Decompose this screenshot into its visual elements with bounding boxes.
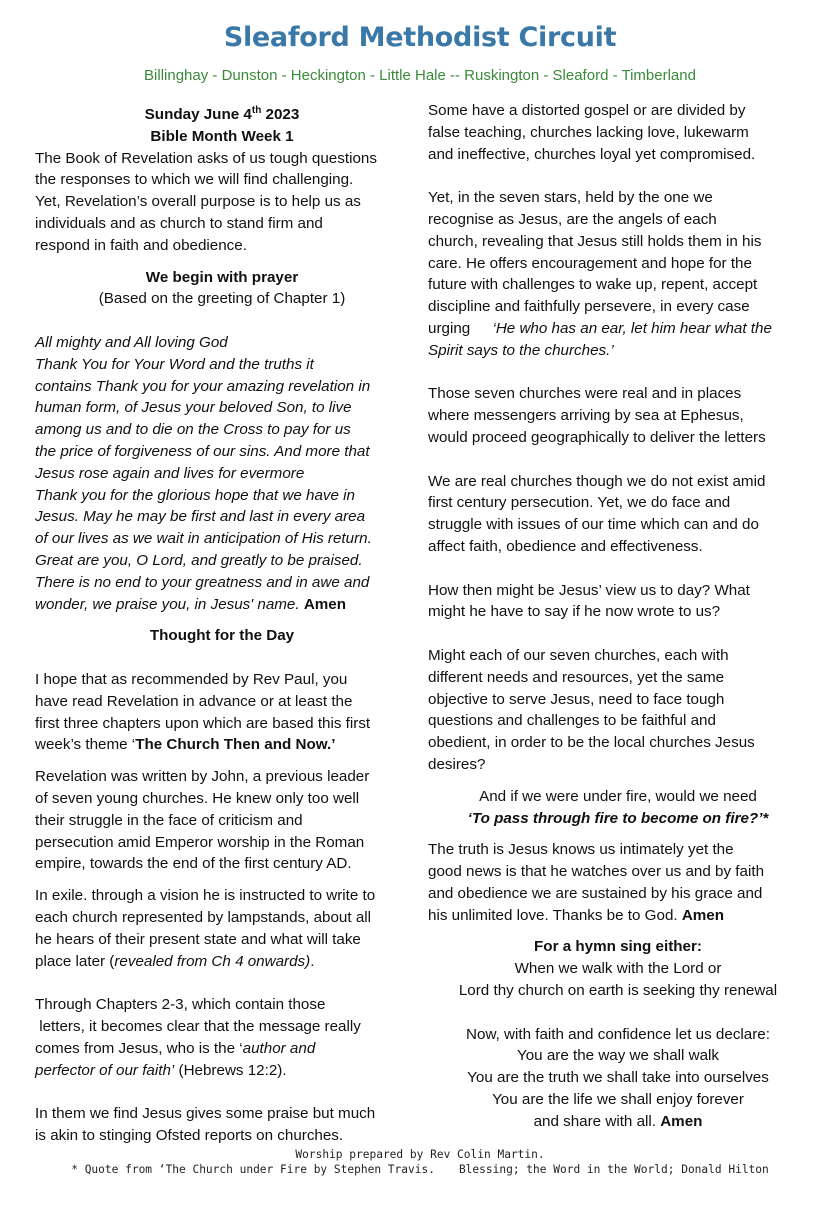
right-paragraph-3: Those seven churches were real and in places where messengers arriving by sea at Ephesus, would proceed geographically to deliver the letters [428, 385, 766, 446]
thought-paragraph-5: In them we find Jesus gives some praise but much is akin to stinging Ofsted reports on churches. [35, 1105, 376, 1144]
right-paragraph-1: Some have a distorted gospel or are divided by false teaching, churches lacking love, lukewarm and ineffective, churches loyal yet compromised. [428, 102, 756, 163]
footer [0, 1147, 840, 1177]
prepared-by: Worship prepared by Rev Colin Martin. [295, 1148, 545, 1161]
right-paragraph-2: Yet, in the seven stars, held by the one we recognise as Jesus, are the angels of each church, revealing that Jesus still holds them in his care. He offers encouragement and hope for the future with challenges to wake up, repent, accept discipline and faithfully persevere, in every case urging ‘He who has an ear, let him hear what the Spirit says to the churches.’ [428, 189, 772, 359]
circuit-title: Sleaford Methodist Circuit [223, 22, 617, 53]
amen: Amen [660, 1112, 703, 1130]
prayer-subheading: (Based on the greeting of Chapter 1) [98, 290, 346, 308]
bible-month-heading: Bible Month Week 1 [150, 127, 294, 145]
thought-paragraph-3: In exile. through a vision he is instructed to write to each church represented by lampstands, about all he hears of their present state and what will take place later (revealed from Ch 4 onwards). [35, 887, 376, 970]
amen: Amen [681, 906, 725, 924]
places-line: Billinghay - Dunston - Heckington - Little Hale -- Ruskington - Sleaford - Timberland [144, 67, 696, 84]
intro-paragraph: The Book of Revelation asks of us tough questions the responses to which we will find challenging. Yet, Revelation’s overall purpose is to help us as individuals and as church to stand firm and respond in faith and obedience. [35, 149, 377, 254]
footnote: * Quote from ‘The Church under Fire by Stephen Travis. Blessing; the Word in the World; Donald Hilton [71, 1163, 769, 1176]
right-paragraph-5: How then might be Jesus’ view us to day? What might he have to say if he now wrote to us? [428, 581, 750, 621]
prayer-text: All mighty and All loving God Thank You for Your Word and the truths it contains Thank you for your amazing revelation in human form, of Jesus your beloved Son, to live among us and to die on the Cross to pay for us the price of forgiveness of our sins. And more that Jesus rose again and lives for evermore Thank you for the glorious hope that we have in Jesus. May he may be first and last in every area of our lives as we wait in anticipation of His return. Great are you, O Lord, and greatly to be praised. There is no end to your greatness and in awe and wonder, we praise you, in Jesus' name. Amen [35, 334, 372, 613]
thought-paragraph-2: Revelation was written by John, a previous leader of seven young churches. He knew only too well their struggle in the face of criticism and persecution amid Emperor worship in the Roman empire, towards the end of the first century AD. [35, 768, 370, 873]
thought-paragraph-1: I hope that as recommended by Rev Paul, you have read Revelation in advance or at least the first three chapters upon which are based this first week’s theme ‘The Church Then and Now.’ [35, 670, 371, 754]
service-date: Sunday June 4th 2023 [144, 105, 300, 124]
right-column [428, 100, 808, 1133]
hymn-section: For a hymn sing either: When we walk with the Lord or Lord thy church on earth is seeking thy renewal [458, 938, 778, 1000]
right-paragraph-6: Might each of our seven churches, each with different needs and resources, yet the same objective to serve Jesus, need to face tough questions and challenges to be faithful and obedient, in order to be the local churches Jesus desires? [428, 646, 755, 773]
amen: Amen [303, 595, 347, 613]
under-fire-question: And if we were under fire, would we need ‘To pass through fire to become on fire?’* [467, 787, 769, 827]
thought-heading: Thought for the Day [149, 627, 295, 645]
thought-paragraph-4: Through Chapters 2-3, which contain those letters, it becomes clear that the message really comes from Jesus, who is the ‘author and perfector of our faith’ (Hebrews 12:2). [35, 996, 361, 1079]
right-paragraph-4: We are real churches though we do not exist amid first century persecution. Yet, we do face and struggle with issues of our time which can and do affect faith, obedience and effectiveness. [428, 472, 766, 555]
right-paragraph-8: The truth is Jesus knows us intimately yet the good news is that he watches over us and by faith and obedience we are sustained by his grace and his unlimited love. Thanks be to God. Amen [428, 841, 765, 924]
declaration: Now, with faith and confidence let us declare: You are the way we shall walk You are the truth we shall take into ourselves You are the life we shall enjoy forever and share with all. Amen [466, 1025, 770, 1130]
left-column [35, 100, 409, 1147]
prayer-heading: We begin with prayer [145, 268, 299, 286]
